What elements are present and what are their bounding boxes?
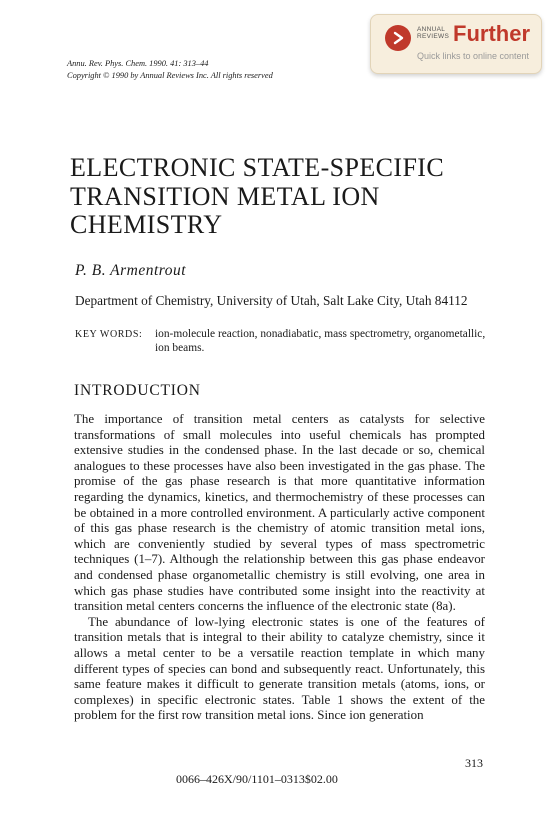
author-affiliation: Department of Chemistry, University of Utah, Salt Lake City, Utah 84112 (75, 293, 468, 308)
copyright-line: Copyright © 1990 by Annual Reviews Inc. All rights reserved (67, 71, 273, 80)
title-line: ELECTRONIC STATE-SPECIFIC (70, 153, 445, 182)
quick-links-label: Quick links to online content (417, 51, 530, 61)
title-line: CHEMISTRY (70, 210, 223, 239)
body-text (74, 411, 485, 723)
page-number: 313 (465, 756, 483, 770)
document-code: 0066–426X/90/1101–0313$02.00 (176, 772, 338, 786)
article-title (70, 154, 444, 240)
author-name: P. B. Armentrout (75, 262, 187, 279)
section-heading: INTRODUCTION (74, 382, 201, 399)
further-label: Further (453, 21, 530, 46)
annual-reviews-label: ANNUAL REVIEWS (417, 26, 450, 40)
annual-reviews-logo-icon (385, 25, 411, 51)
paragraph: The importance of transition metal centers as catalysts for selective transformations of small molecules into useful chemicals has prompted extensive studies in the condensed phase. In the last decade or so, chemical analogues to these processes have also been investigated in the gas phase. The promise of the gas phase research is that more quantitative information regarding the dynamics, kinetics, and thermochemistry of these processes can be obtained in a more controlled environment. A particularly active component of this gas phase research is the chemistry of atomic transition metal ions, which are conveniently studied by several types of mass spectrometric techniques (1–7). Although the relationship between this gas phase endeavor and condensed phase organometallic chemistry is still evolving, one area in which gas phase studies have contributed some insight into the reactivity at transition metal centers concerns the influence of the electronic state (8a). (74, 411, 485, 614)
journal-citation (67, 58, 273, 82)
citation-line: Annu. Rev. Phys. Chem. 1990. 41: 313–44 (67, 59, 209, 68)
paragraph: The abundance of low-lying electronic states is one of the features of transition metals that is integral to their ability to catalyze chemistry, since it allows a metal center to be a versatile reaction template in which many different types of species can bond and subsequently react. Unfortunately, this same feature makes it difficult to generate transition metals (atoms, ions, or complexes) in specific electronic states. Table 1 shows the extent of the problem for the first row transition metal ions. Since ion generation (74, 613, 485, 723)
keywords-label: KEY WORDS: (75, 329, 143, 340)
further-links-badge[interactable] (370, 14, 542, 74)
title-line: TRANSITION METAL ION (70, 181, 380, 211)
keywords-text: ion-molecule reaction, nonadiabatic, mass spectrometry, organometallic, ion beams. (155, 328, 486, 354)
